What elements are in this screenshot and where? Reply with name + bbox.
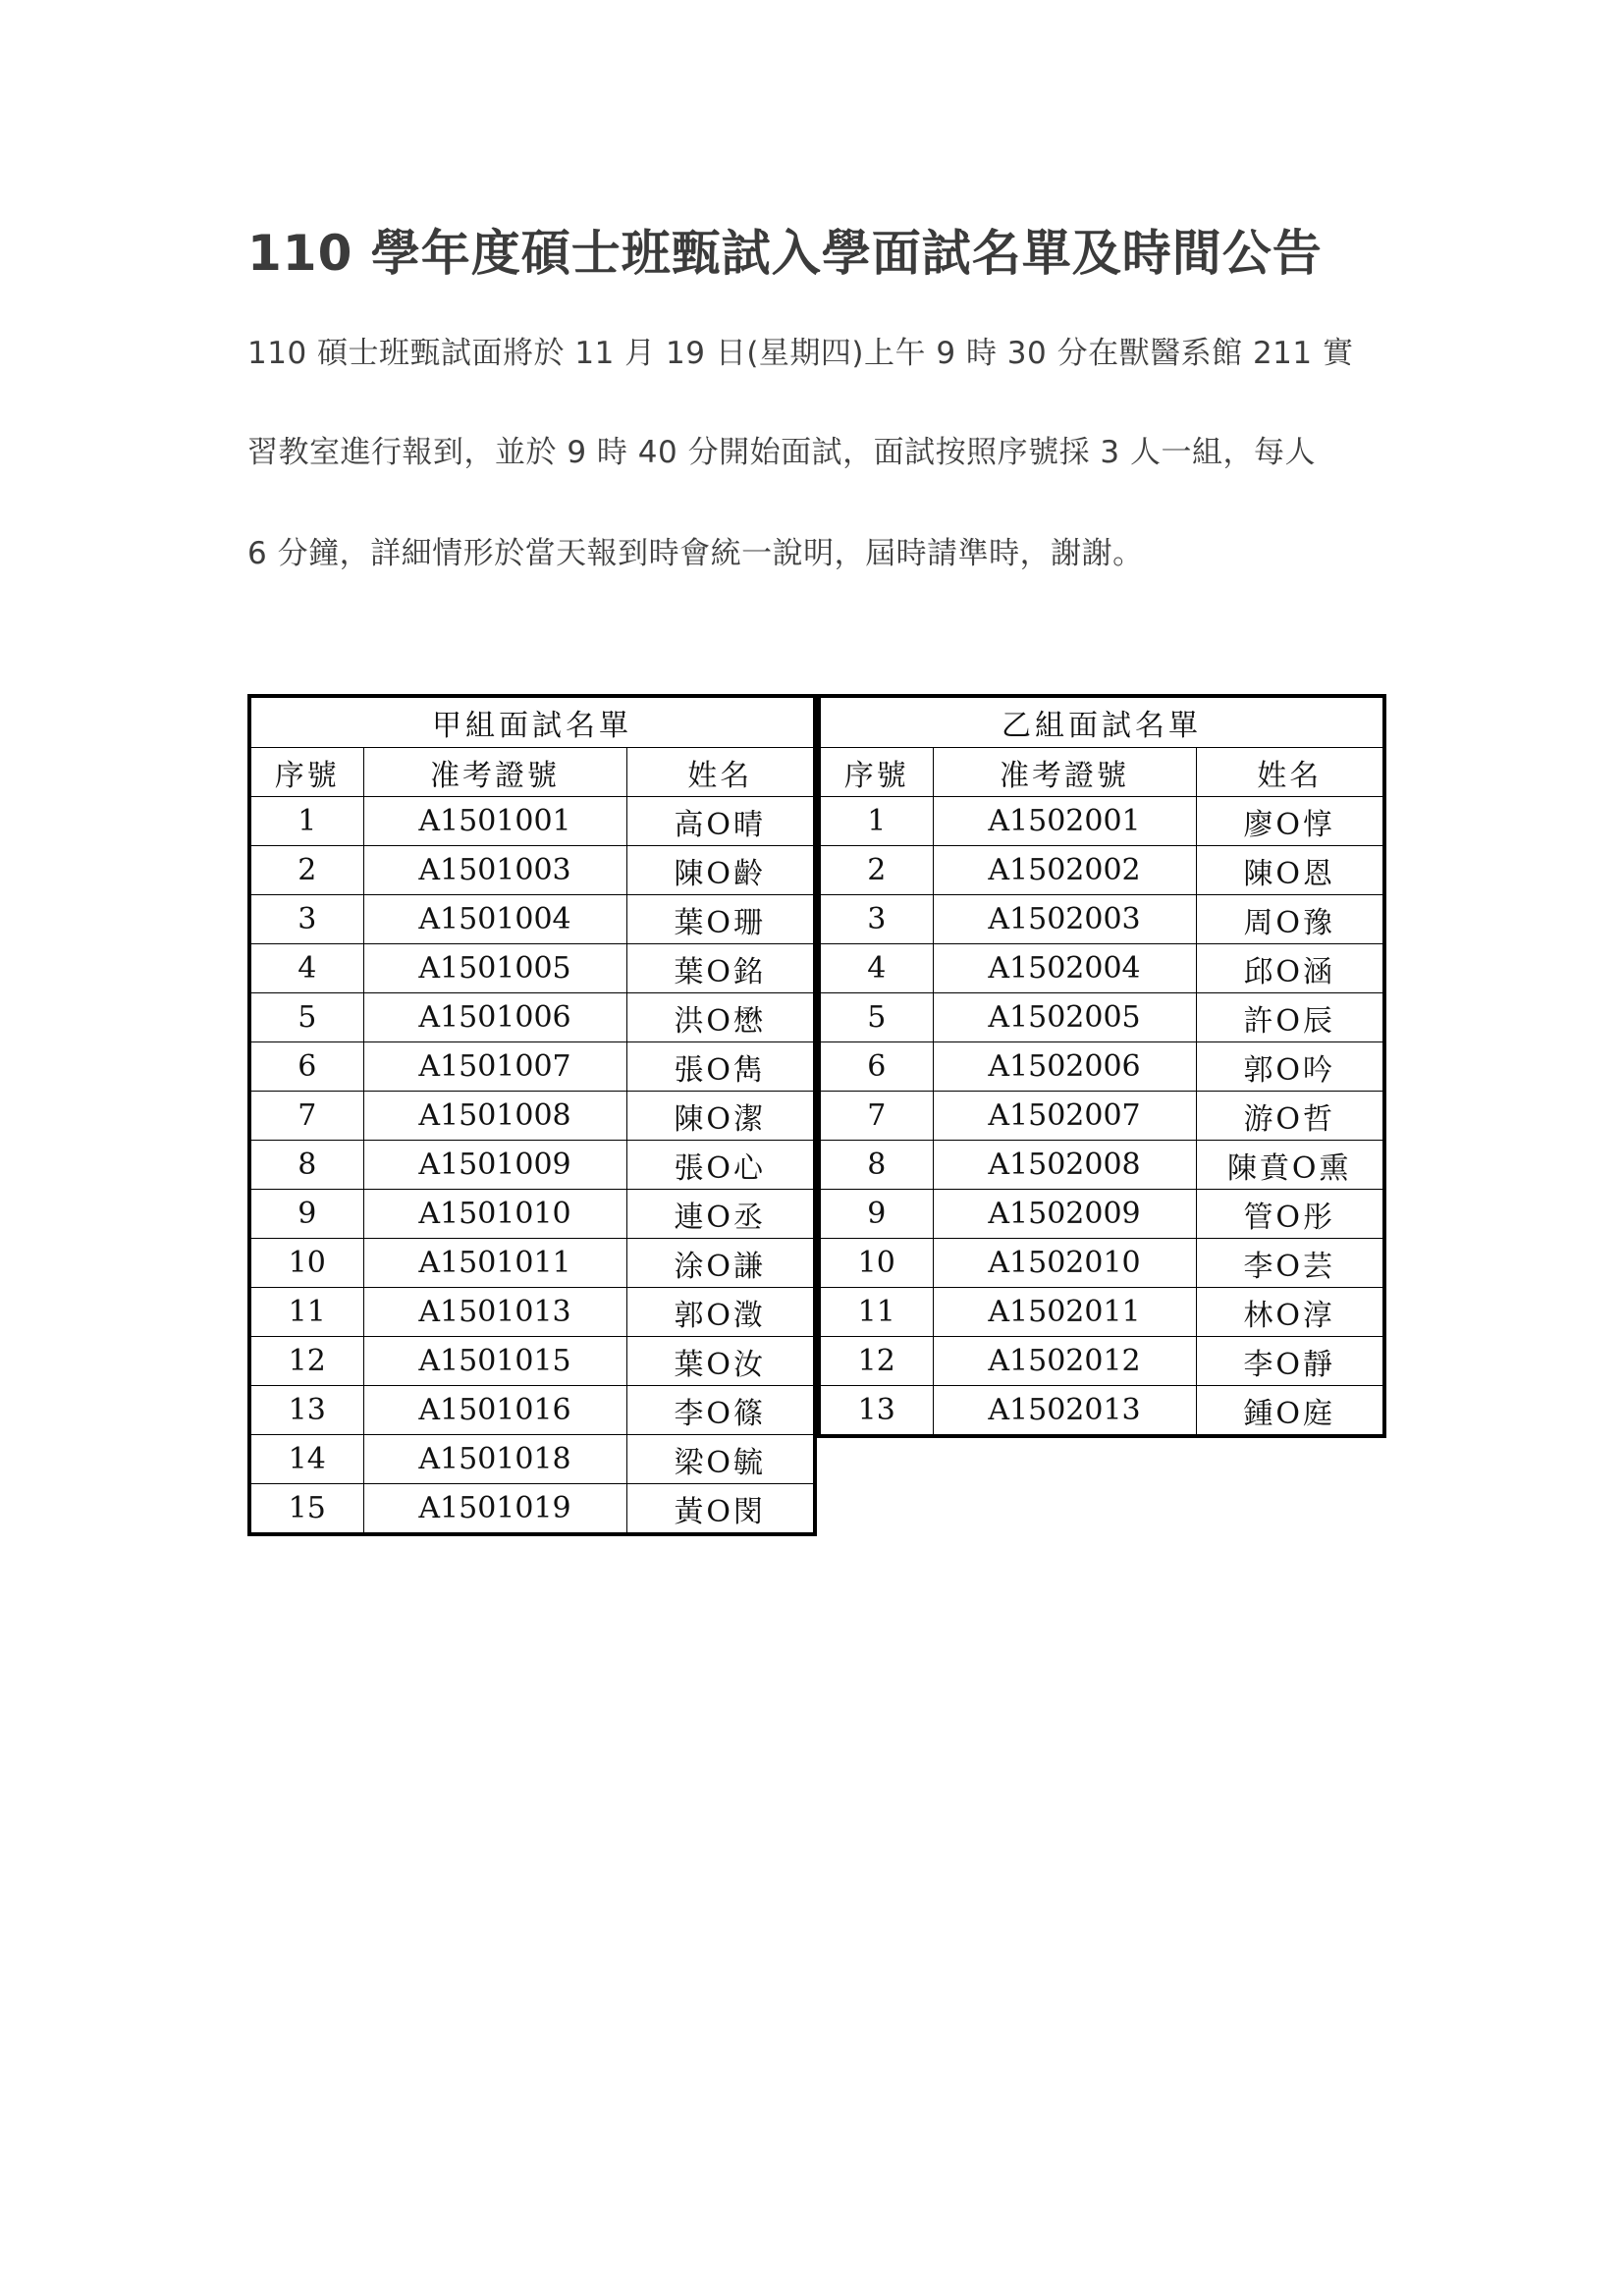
table-row bbox=[249, 846, 815, 895]
column-header-name: 姓名 bbox=[1196, 748, 1384, 797]
exam-id-cell: A1501008 bbox=[363, 1092, 626, 1141]
name-cell: 陳賁O熏 bbox=[1196, 1141, 1384, 1190]
group-a-body bbox=[249, 797, 815, 1535]
exam-id-cell: A1502013 bbox=[933, 1386, 1196, 1437]
name-cell: 管O彤 bbox=[1196, 1190, 1384, 1239]
seq-cell: 8 bbox=[249, 1141, 363, 1190]
name-cell: 李O靜 bbox=[1196, 1337, 1384, 1386]
exam-id-cell: A1501007 bbox=[363, 1042, 626, 1092]
seq-cell: 4 bbox=[819, 944, 933, 993]
exam-id-cell: A1502007 bbox=[933, 1092, 1196, 1141]
name-cell: 邱O涵 bbox=[1196, 944, 1384, 993]
exam-id-cell: A1502005 bbox=[933, 993, 1196, 1042]
table-row bbox=[249, 1435, 815, 1484]
exam-id-cell: A1502003 bbox=[933, 895, 1196, 944]
table-row bbox=[249, 993, 815, 1042]
seq-cell: 9 bbox=[249, 1190, 363, 1239]
seq-cell: 10 bbox=[249, 1239, 363, 1288]
group-b-table bbox=[817, 694, 1386, 1438]
page-title: 110 學年度碩士班甄試入學面試名單及時間公告 bbox=[247, 225, 1323, 282]
name-cell: 廖O惇 bbox=[1196, 797, 1384, 846]
seq-cell: 11 bbox=[819, 1288, 933, 1337]
exam-id-cell: A1502009 bbox=[933, 1190, 1196, 1239]
group-a-table bbox=[247, 694, 817, 1536]
exam-id-cell: A1502010 bbox=[933, 1239, 1196, 1288]
seq-cell: 7 bbox=[249, 1092, 363, 1141]
group-a-title: 甲組面試名單 bbox=[249, 696, 815, 748]
name-cell: 周O豫 bbox=[1196, 895, 1384, 944]
announcement-line-1: 110 碩士班甄試面將於 11 月 19 日(星期四)上午 9 時 30 分在獸醫系館 211 實 bbox=[247, 336, 1354, 371]
table-row bbox=[249, 1239, 815, 1288]
seq-cell: 10 bbox=[819, 1239, 933, 1288]
table-row bbox=[819, 1141, 1384, 1190]
name-cell: 葉O珊 bbox=[626, 895, 815, 944]
seq-cell: 14 bbox=[249, 1435, 363, 1484]
table-row bbox=[249, 1092, 815, 1141]
seq-cell: 5 bbox=[819, 993, 933, 1042]
group-a-header-row bbox=[249, 748, 815, 797]
seq-cell: 13 bbox=[249, 1386, 363, 1435]
table-row bbox=[249, 895, 815, 944]
exam-id-cell: A1501004 bbox=[363, 895, 626, 944]
column-header-name: 姓名 bbox=[626, 748, 815, 797]
exam-id-cell: A1502011 bbox=[933, 1288, 1196, 1337]
exam-id-cell: A1501016 bbox=[363, 1386, 626, 1435]
name-cell: 梁O毓 bbox=[626, 1435, 815, 1484]
seq-cell: 1 bbox=[819, 797, 933, 846]
table-row bbox=[249, 1141, 815, 1190]
exam-id-cell: A1502008 bbox=[933, 1141, 1196, 1190]
column-header-seq: 序號 bbox=[819, 748, 933, 797]
name-cell: 洪O懋 bbox=[626, 993, 815, 1042]
exam-id-cell: A1501005 bbox=[363, 944, 626, 993]
table-row bbox=[249, 1288, 815, 1337]
seq-cell: 1 bbox=[249, 797, 363, 846]
seq-cell: 4 bbox=[249, 944, 363, 993]
name-cell: 陳O潔 bbox=[626, 1092, 815, 1141]
name-cell: 鍾O庭 bbox=[1196, 1386, 1384, 1437]
table-row bbox=[819, 944, 1384, 993]
table-row bbox=[819, 1288, 1384, 1337]
name-cell: 郭O澂 bbox=[626, 1288, 815, 1337]
name-cell: 張O雋 bbox=[626, 1042, 815, 1092]
column-header-id: 准考證號 bbox=[933, 748, 1196, 797]
table-row bbox=[249, 797, 815, 846]
name-cell: 林O淳 bbox=[1196, 1288, 1384, 1337]
seq-cell: 11 bbox=[249, 1288, 363, 1337]
table-row bbox=[249, 1386, 815, 1435]
group-a-title-row bbox=[249, 696, 815, 748]
table-row bbox=[819, 993, 1384, 1042]
table-row bbox=[249, 1337, 815, 1386]
group-b-title-row bbox=[819, 696, 1384, 748]
seq-cell: 3 bbox=[819, 895, 933, 944]
table-row bbox=[819, 1386, 1384, 1437]
exam-id-cell: A1501013 bbox=[363, 1288, 626, 1337]
seq-cell: 5 bbox=[249, 993, 363, 1042]
seq-cell: 3 bbox=[249, 895, 363, 944]
seq-cell: 6 bbox=[249, 1042, 363, 1092]
table-row bbox=[819, 846, 1384, 895]
table-row bbox=[819, 1092, 1384, 1141]
seq-cell: 2 bbox=[819, 846, 933, 895]
name-cell: 葉O銘 bbox=[626, 944, 815, 993]
exam-id-cell: A1502004 bbox=[933, 944, 1196, 993]
name-cell: 黃O閔 bbox=[626, 1484, 815, 1535]
table-row bbox=[819, 1337, 1384, 1386]
name-cell: 游O哲 bbox=[1196, 1092, 1384, 1141]
seq-cell: 13 bbox=[819, 1386, 933, 1437]
name-cell: 葉O汝 bbox=[626, 1337, 815, 1386]
table-row bbox=[249, 944, 815, 993]
seq-cell: 8 bbox=[819, 1141, 933, 1190]
name-cell: 陳O恩 bbox=[1196, 846, 1384, 895]
exam-id-cell: A1501003 bbox=[363, 846, 626, 895]
table-row bbox=[249, 1190, 815, 1239]
group-b-header-row bbox=[819, 748, 1384, 797]
announcement-line-2: 習教室進行報到，並於 9 時 40 分開始面試，面試按照序號採 3 人一組，每人 bbox=[247, 435, 1317, 470]
name-cell: 涂O謙 bbox=[626, 1239, 815, 1288]
seq-cell: 12 bbox=[819, 1337, 933, 1386]
table-row bbox=[249, 1042, 815, 1092]
seq-cell: 2 bbox=[249, 846, 363, 895]
exam-id-cell: A1501015 bbox=[363, 1337, 626, 1386]
table-row bbox=[819, 895, 1384, 944]
exam-id-cell: A1501010 bbox=[363, 1190, 626, 1239]
table-row bbox=[819, 1042, 1384, 1092]
exam-id-cell: A1501018 bbox=[363, 1435, 626, 1484]
name-cell: 連O丞 bbox=[626, 1190, 815, 1239]
table-row bbox=[249, 1484, 815, 1535]
table-row bbox=[819, 1239, 1384, 1288]
exam-id-cell: A1501006 bbox=[363, 993, 626, 1042]
exam-id-cell: A1501009 bbox=[363, 1141, 626, 1190]
table-row bbox=[819, 1190, 1384, 1239]
exam-id-cell: A1502002 bbox=[933, 846, 1196, 895]
seq-cell: 15 bbox=[249, 1484, 363, 1535]
name-cell: 許O辰 bbox=[1196, 993, 1384, 1042]
exam-id-cell: A1501011 bbox=[363, 1239, 626, 1288]
group-b-body bbox=[819, 797, 1384, 1437]
exam-id-cell: A1501001 bbox=[363, 797, 626, 846]
name-cell: 張O心 bbox=[626, 1141, 815, 1190]
name-cell: 李O篠 bbox=[626, 1386, 815, 1435]
announcement-line-3: 6 分鐘，詳細情形於當天報到時會統一說明，屆時請準時，謝謝。 bbox=[247, 536, 1144, 571]
name-cell: 李O芸 bbox=[1196, 1239, 1384, 1288]
exam-id-cell: A1502001 bbox=[933, 797, 1196, 846]
seq-cell: 7 bbox=[819, 1092, 933, 1141]
column-header-id: 准考證號 bbox=[363, 748, 626, 797]
exam-id-cell: A1502006 bbox=[933, 1042, 1196, 1092]
group-b-title: 乙組面試名單 bbox=[819, 696, 1384, 748]
name-cell: 高O晴 bbox=[626, 797, 815, 846]
exam-id-cell: A1501019 bbox=[363, 1484, 626, 1535]
exam-id-cell: A1502012 bbox=[933, 1337, 1196, 1386]
seq-cell: 12 bbox=[249, 1337, 363, 1386]
name-cell: 郭O吟 bbox=[1196, 1042, 1384, 1092]
seq-cell: 9 bbox=[819, 1190, 933, 1239]
name-cell: 陳O齡 bbox=[626, 846, 815, 895]
column-header-seq: 序號 bbox=[249, 748, 363, 797]
seq-cell: 6 bbox=[819, 1042, 933, 1092]
table-row bbox=[819, 797, 1384, 846]
